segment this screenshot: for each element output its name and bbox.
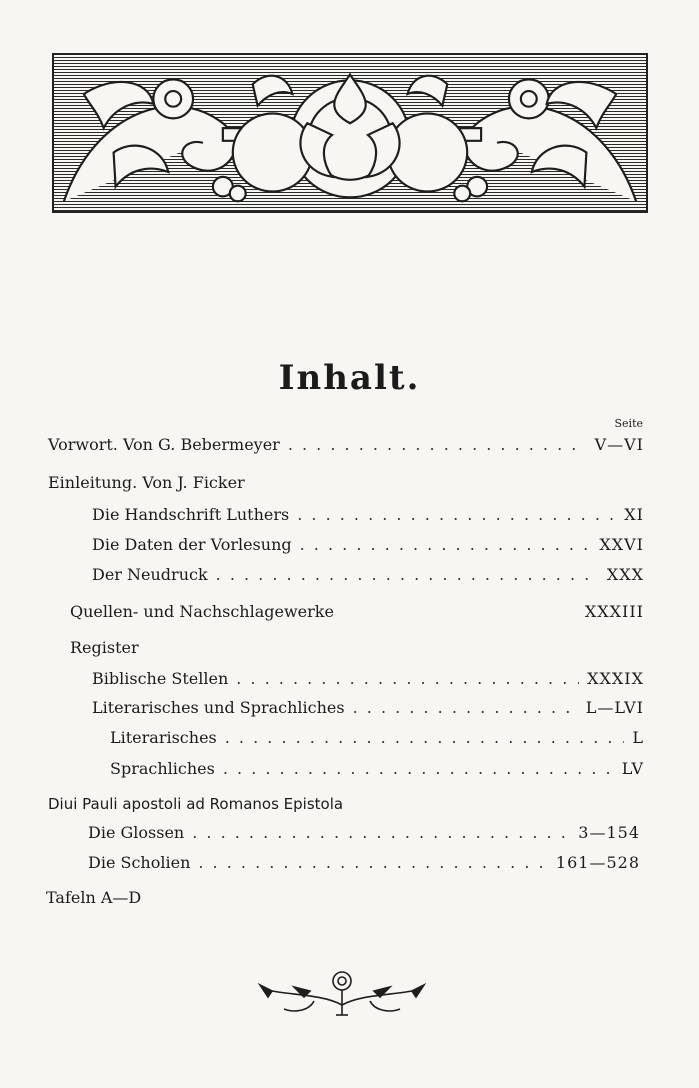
toc-entry-tafeln bbox=[46, 888, 141, 907]
dot-leader bbox=[192, 823, 570, 842]
toc-entry-biblische-stellen bbox=[92, 669, 644, 688]
floral-tailpiece-ornament bbox=[254, 965, 430, 1023]
toc-entry-sprachliches bbox=[110, 759, 644, 778]
toc-label: Der Neudruck bbox=[92, 565, 208, 584]
toc-entry-scholien bbox=[88, 853, 640, 872]
toc-label: Vorwort. Von G. Bebermeyer bbox=[48, 435, 280, 454]
toc-page: 161—528 bbox=[555, 853, 640, 872]
toc-label: Einleitung. Von J. Ficker bbox=[48, 473, 245, 492]
toc-page: V—VI bbox=[594, 435, 644, 454]
toc-entry-einleitung bbox=[48, 473, 245, 492]
toc-label: Biblische Stellen bbox=[92, 669, 229, 688]
page-column-header: Seite bbox=[614, 417, 643, 430]
dot-leader bbox=[198, 853, 548, 872]
toc-label: Sprachliches bbox=[110, 759, 215, 778]
toc-page: XXXIII bbox=[584, 602, 644, 621]
dot-leader bbox=[225, 728, 625, 747]
toc-page: XI bbox=[624, 505, 644, 524]
toc-label: Quellen- und Nachschlagewerke bbox=[70, 602, 334, 621]
toc-entry-vorwort bbox=[48, 435, 644, 454]
toc-label: Tafeln A—D bbox=[46, 888, 142, 907]
ornamental-header-band bbox=[52, 53, 648, 213]
dot-leader bbox=[223, 759, 614, 778]
toc-page: L bbox=[632, 728, 644, 747]
toc-label: Die Scholien bbox=[88, 853, 191, 872]
dot-leader bbox=[297, 505, 616, 524]
dot-leader bbox=[216, 565, 599, 584]
acanthus-scroll-ornament bbox=[54, 55, 646, 211]
toc-page: L—LVI bbox=[585, 698, 644, 717]
page-title: Inhalt. bbox=[278, 358, 421, 398]
dot-leader bbox=[300, 535, 592, 554]
toc-entry-glossen bbox=[88, 823, 640, 842]
toc-entry-neudruck bbox=[92, 565, 644, 584]
toc-page: XXXIX bbox=[587, 669, 644, 688]
toc-label: Diui Pauli apostoli ad Romanos Epistola bbox=[48, 795, 344, 813]
toc-label: Register bbox=[70, 638, 139, 657]
toc-entry-handschrift bbox=[92, 505, 644, 524]
toc-entry-quellen bbox=[70, 602, 644, 621]
toc-entry-epistola bbox=[48, 795, 343, 813]
toc-label: Die Glossen bbox=[88, 823, 185, 842]
toc-label: Die Handschrift Luthers bbox=[92, 505, 290, 524]
toc-label: Die Daten der Vorlesung bbox=[92, 535, 292, 554]
toc-entry-register bbox=[70, 638, 139, 657]
toc-page: XXVI bbox=[599, 535, 644, 554]
dot-leader bbox=[353, 698, 578, 717]
toc-page: LV bbox=[621, 759, 644, 778]
dot-leader bbox=[288, 435, 587, 454]
dot-leader bbox=[236, 669, 579, 688]
toc-page: 3—154 bbox=[578, 823, 640, 842]
toc-page: XXX bbox=[606, 565, 644, 584]
toc-entry-literarisches bbox=[110, 728, 644, 747]
toc-label: Literarisches bbox=[110, 728, 217, 747]
toc-entry-literarisches-und-sprachliches bbox=[92, 698, 644, 717]
toc-label: Literarisches und Sprachliches bbox=[92, 698, 345, 717]
toc-entry-daten bbox=[92, 535, 644, 554]
